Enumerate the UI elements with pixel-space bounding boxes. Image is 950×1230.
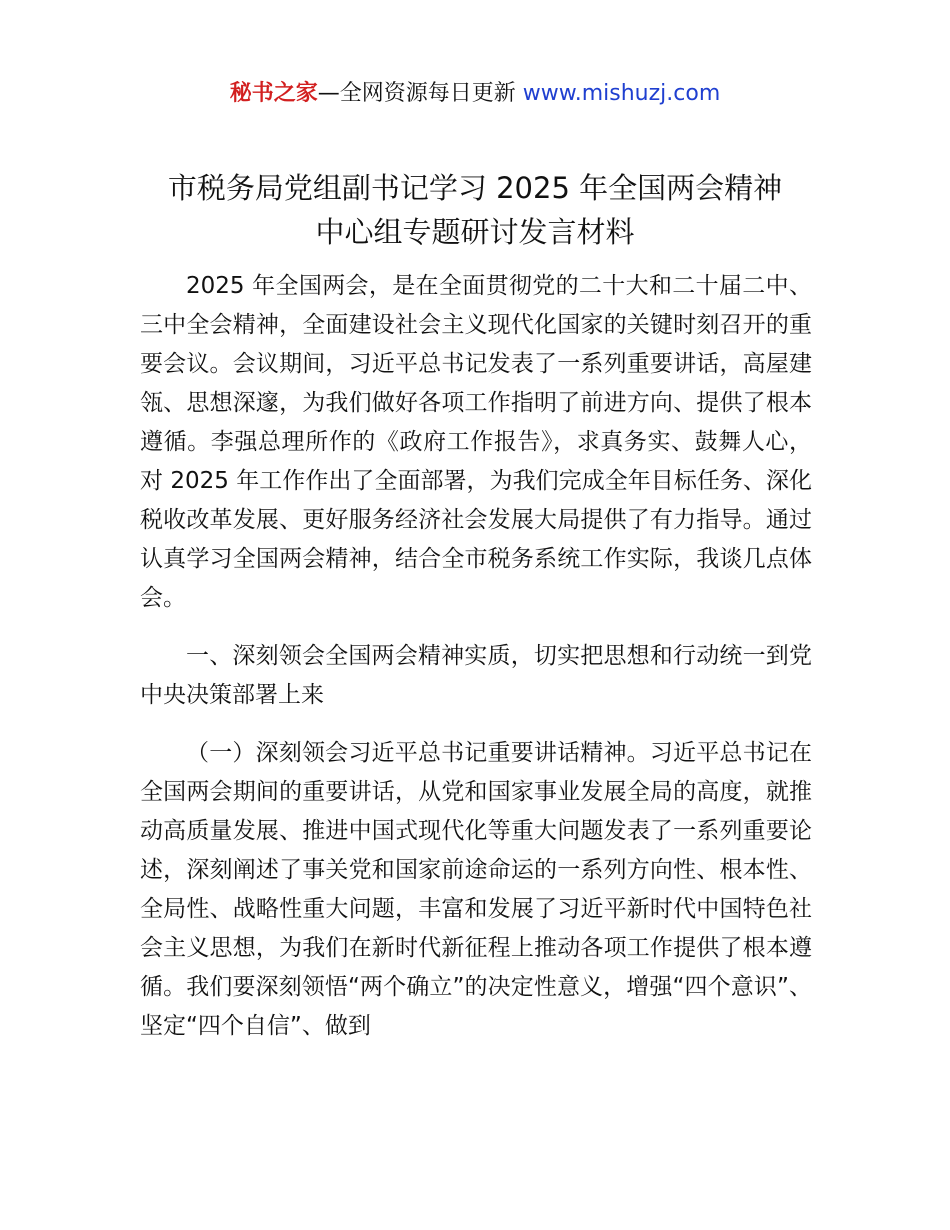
header-tagline: —全网资源每日更新 (317, 81, 516, 106)
section-heading-1: 一、深刻领会全国两会精神实质，切实把思想和行动统一到党中央决策部署上来 (140, 643, 812, 708)
document-title (0, 166, 950, 254)
subsection-paragraph-1: （一）深刻领会习近平总书记重要讲话精神。习近平总书记在全国两会期间的重要讲话，从党和国家事业发展全局的高度，就推动高质量发展、推进中国式现代化等重大问题发表了一系列重要论述，深刻阐述了事关党和国家前途命运的一系列方向性、根本性、全局性、战略性重大问题，丰富和发展了习近平新时代中国特色社会主义思想，为我们在新时代新征程上推动各项工作提供了根本遵循。我们要深刻领悟“两个确立”的决定性意义，增强“四个意识”、坚定“四个自信”、做到 (140, 740, 812, 1039)
intro-paragraph: 2025 年全国两会，是在全面贯彻党的二十大和二十届二中、三中全会精神，全面建设社会主义现代化国家的关键时刻召开的重要会议。会议期间，习近平总书记发表了一系列重要讲话，高屋建瓴、思想深邃，为我们做好各项工作指明了前进方向、提供了根本遵循。李强总理所作的《政府工作报告》，求真务实、鼓舞人心，对 2025 年工作作出了全面部署，为我们完成全年目标任务、深化税收改革发展、更好服务经济社会发展大局提供了有力指导。通过认真学习全国两会精神，结合全市税务系统工作实际，我谈几点体会。 (140, 273, 812, 611)
site-header (0, 78, 950, 110)
brand-name: 秘书之家 (229, 81, 318, 106)
site-url-link[interactable]: www.mishuzj.com (522, 81, 721, 106)
title-line-1: 市税务局党组副书记学习 2025 年全国两会精神 (167, 171, 783, 205)
title-line-2: 中心组专题研讨发言材料 (315, 215, 635, 249)
document-body (140, 267, 812, 1046)
